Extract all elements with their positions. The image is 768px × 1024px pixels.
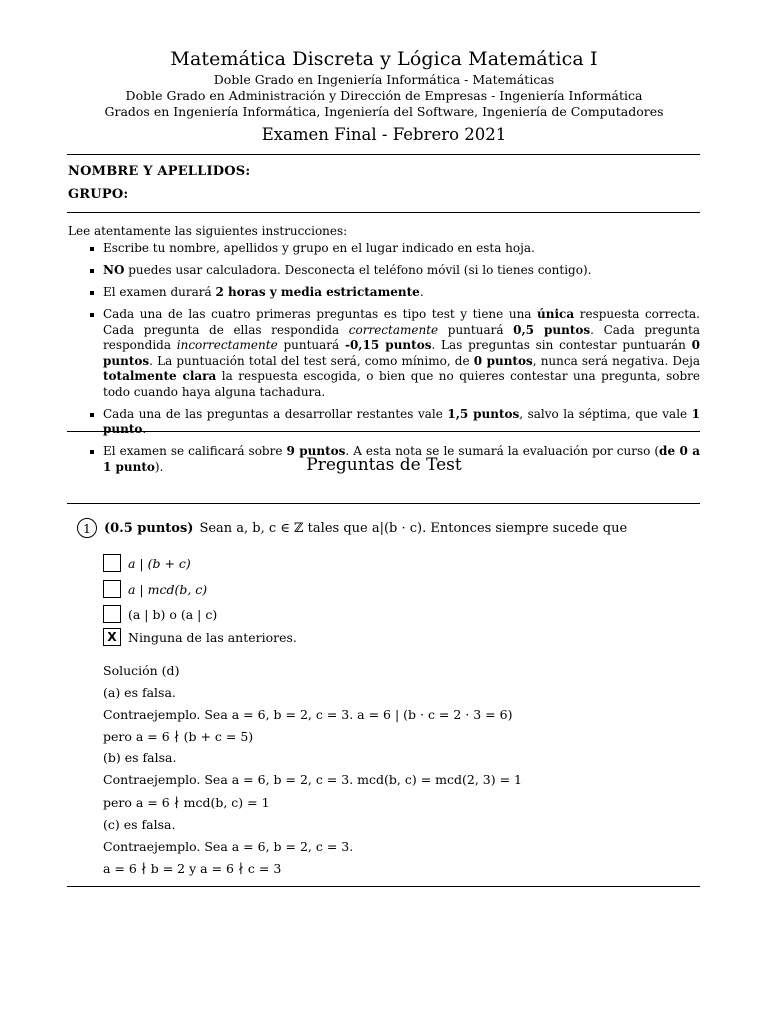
- question-text: Sean a, b, c ∈ ℤ tales que a|(b · c). Entonces siempre sucede que: [199, 520, 628, 536]
- instructions-intro: Lee atentamente las siguientes instrucciones:: [68, 224, 348, 238]
- divider: [67, 886, 700, 887]
- instruction-item: Escribe tu nombre, apellidos y grupo en el lugar indicado en esta hoja.: [88, 241, 700, 257]
- instruction-item: Cada una de las preguntas a desarrollar restantes vale 1,5 puntos, salvo la séptima, que vale 1 punto.: [88, 407, 700, 438]
- question-number: 1: [77, 518, 97, 538]
- solution-line: (b) es falsa.: [103, 750, 177, 765]
- answer-option-a[interactable]: [103, 554, 191, 572]
- name-field-label: NOMBRE Y APELLIDOS:: [68, 164, 251, 179]
- checkbox[interactable]: [103, 580, 121, 598]
- option-text: Ninguna de las anteriores.: [128, 629, 297, 645]
- divider: [67, 212, 700, 213]
- solution-line: pero a = 6 ∤ (b + c = 5): [103, 729, 254, 744]
- degree-line-1: Doble Grado en Ingeniería Informática - Matemáticas: [213, 72, 555, 87]
- instruction-item: El examen durará 2 horas y media estrictamente.: [88, 285, 700, 301]
- solution-line: Contraejemplo. Sea a = 6, b = 2, c = 3.: [103, 839, 354, 854]
- instruction-item: Cada una de las cuatro primeras preguntas es tipo test y tiene una única respuesta correcta. Cada pregunta de ellas respondida correctamente puntuará 0,5 puntos. Cada pregunta respondida incorrectamente puntuará -0,15 puntos. Las preguntas sin contestar puntuarán 0 puntos. La puntuación total del test será, como mínimo, de 0 puntos, nunca será negativa. Deja totalmente clara la respuesta escogida, o bien que no quieres contestar una pregunta, sobre todo cuando haya alguna tachadura.: [88, 307, 700, 400]
- solution-line: Contraejemplo. Sea a = 6, b = 2, c = 3. mcd(b, c) = mcd(2, 3) = 1: [103, 772, 522, 787]
- course-title: Matemática Discreta y Lógica Matemática I: [170, 48, 598, 70]
- solution-line: pero a = 6 ∤ mcd(b, c) = 1: [103, 795, 270, 810]
- divider: [67, 503, 700, 504]
- question-header: [77, 518, 627, 538]
- answer-option-d[interactable]: [103, 628, 297, 646]
- option-text: (a | b) o (a | c): [128, 606, 218, 622]
- checkbox[interactable]: [103, 554, 121, 572]
- option-text: a | (b + c): [128, 555, 191, 571]
- degree-line-2: Doble Grado en Administración y Dirección de Empresas - Ingeniería Informática: [125, 88, 643, 103]
- instructions-list: [88, 241, 700, 482]
- question-points: (0.5 puntos): [104, 520, 194, 536]
- degree-line-3: Grados en Ingeniería Informática, Ingeniería del Software, Ingeniería de Computadores: [104, 104, 664, 119]
- solution-line: (a) es falsa.: [103, 685, 176, 700]
- solution-line: a = 6 ∤ b = 2 y a = 6 ∤ c = 3: [103, 861, 282, 876]
- solution-line: (c) es falsa.: [103, 817, 176, 832]
- solution-line: Contraejemplo. Sea a = 6, b = 2, c = 3. a = 6 | (b · c = 2 · 3 = 6): [103, 707, 513, 722]
- checkbox[interactable]: [103, 605, 121, 623]
- divider: [67, 431, 700, 432]
- answer-option-b[interactable]: [103, 580, 207, 598]
- section-title: Preguntas de Test: [306, 455, 462, 475]
- checkbox-checked[interactable]: X: [103, 628, 121, 646]
- option-text: a | mcd(b, c): [128, 581, 208, 597]
- instruction-item: El examen se calificará sobre 9 puntos. A esta nota se le sumará la evaluación por curso (de 0 a 1 punto).: [88, 444, 700, 475]
- title-block: [0, 46, 768, 147]
- solution-line: Solución (d): [103, 663, 180, 678]
- group-field-label: GRUPO:: [68, 187, 129, 202]
- instruction-item: NO puedes usar calculadora. Desconecta el teléfono móvil (si lo tienes contigo).: [88, 263, 700, 279]
- answer-option-c[interactable]: [103, 605, 217, 623]
- exam-title: Examen Final - Febrero 2021: [261, 125, 507, 144]
- divider: [67, 154, 700, 155]
